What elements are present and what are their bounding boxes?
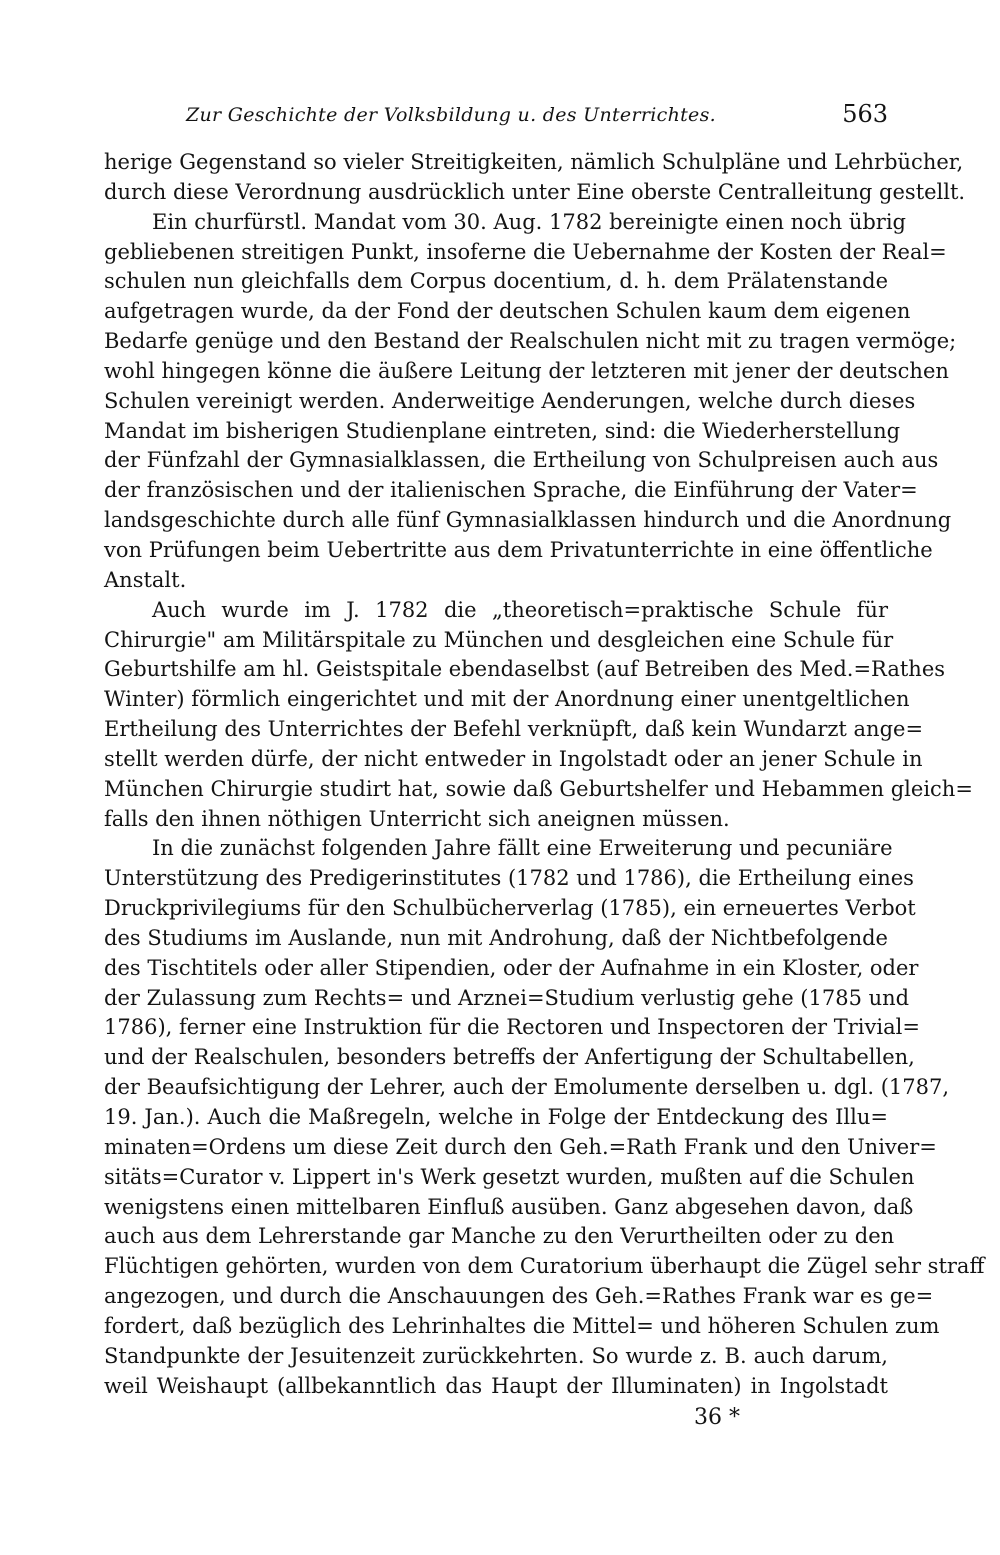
text-line: fordert, daß bezüglich des Lehrinhaltes die Mittel= und höheren Schulen zum	[104, 1313, 940, 1338]
text-line: Winter) förmlich eingerichtet und mit der Anordnung einer unentgeltlichen	[104, 687, 910, 712]
text-line: Geburtshilfe am hl. Geistspitale ebendaselbst (auf Betreiben des Med.=Rathes	[104, 657, 946, 682]
text-line: angezogen, und durch die Anschauungen des Geh.=Rathes Frank war es ge=	[104, 1284, 934, 1309]
text-line: Chirurgie" am Militärspitale zu München und desgleichen eine Schule für	[104, 627, 894, 652]
text-line: Mandat im bisherigen Studienplane eintreten, sind: die Wiederherstellung	[104, 418, 901, 443]
body-text	[104, 148, 985, 1401]
running-title: Zur Geschichte der Volksbildung u. des Unterrichtes.	[186, 104, 716, 126]
text-line: Schulen vereinigt werden. Anderweitige Aenderungen, welche durch dieses	[104, 388, 916, 413]
text-line: auch aus dem Lehrerstande gar Manche zu den Verurtheilten oder zu den	[104, 1224, 895, 1249]
text-line: und der Realschulen, besonders betreffs der Anfertigung der Schultabellen,	[104, 1045, 915, 1070]
text-line: der Zulassung zum Rechts= und Arznei=Studium verlustig gehe (1785 und	[104, 985, 910, 1010]
text-line: Unterstützung des Predigerinstitutes (1782 und 1786), die Ertheilung eines	[104, 866, 914, 891]
text-line: Ein churfürstl. Mandat vom 30. Aug. 1782 bereinigte einen noch übrig	[152, 209, 906, 234]
text-line: Anstalt.	[104, 567, 187, 592]
text-line: von Prüfungen beim Uebertritte aus dem Privatunterrichte in eine öffentliche	[104, 537, 933, 562]
book-page	[104, 100, 985, 1433]
text-line: weil Weishaupt (allbekanntlich das Haupt der Illuminaten) in Ingolstadt	[104, 1373, 888, 1398]
text-line: des Tischtitels oder aller Stipendien, oder der Aufnahme in ein Kloster, oder	[104, 955, 919, 980]
text-line: 1786), ferner eine Instruktion für die Rectoren und Inspectoren der Trivial=	[104, 1015, 920, 1040]
page-number: 563	[842, 100, 888, 128]
text-line: wohl hingegen könne die äußere Leitung der letzteren mit jener der deutschen	[104, 358, 949, 383]
text-line: In die zunächst folgenden Jahre fällt eine Erweiterung und pecuniäre	[152, 836, 893, 861]
text-line: Druckprivilegiums für den Schulbücherverlag (1785), ein erneuertes Verbot	[104, 896, 916, 921]
text-line: stellt werden dürfe, der nicht entweder in Ingolstadt oder an jener Schule in	[104, 746, 923, 771]
page-header	[104, 100, 888, 138]
text-line: Bedarfe genüge und den Bestand der Realschulen nicht mit zu tragen vermöge;	[104, 329, 957, 354]
signature-mark: 36 *	[694, 1405, 740, 1431]
text-line: landsgeschichte durch alle fünf Gymnasialklassen hindurch und die Anordnung	[104, 508, 952, 533]
text-line: falls den ihnen nöthigen Unterricht sich aneignen müssen.	[104, 806, 730, 831]
text-line: minaten=Ordens um diese Zeit durch den Geh.=Rath Frank und den Univer=	[104, 1134, 937, 1159]
text-line: der französischen und der italienischen Sprache, die Einführung der Vater=	[104, 478, 918, 503]
text-line: herige Gegenstand so vieler Streitigkeiten, nämlich Schulpläne und Lehrbücher,	[104, 150, 964, 174]
text-line: des Studiums im Auslande, nun mit Androhung, daß der Nichtbefolgende	[104, 925, 888, 950]
text-line: der Fünfzahl der Gymnasialklassen, die Ertheilung von Schulpreisen auch aus	[104, 448, 939, 473]
text-line: Auch wurde im J. 1782 die „theoretisch=praktische Schule für	[152, 597, 888, 622]
text-line: wenigstens einen mittelbaren Einfluß ausüben. Ganz abgesehen davon, daß	[104, 1194, 914, 1219]
text-line: Standpunkte der Jesuitenzeit zurückkehrten. So wurde z. B. auch darum,	[104, 1343, 888, 1368]
text-line: aufgetragen wurde, da der Fond der deutschen Schulen kaum dem eigenen	[104, 299, 911, 324]
text-line: schulen nun gleichfalls dem Corpus docentium, d. h. dem Prälatenstande	[104, 269, 888, 294]
text-line: Flüchtigen gehörten, wurden von dem Curatorium überhaupt die Zügel sehr straff	[104, 1254, 985, 1279]
text-line: München Chirurgie studirt hat, sowie daß Geburtshelfer und Hebammen gleich=	[104, 776, 973, 801]
text-line: gebliebenen streitigen Punkt, insoferne die Uebernahme der Kosten der Real=	[104, 239, 947, 264]
text-line: der Beaufsichtigung der Lehrer, auch der Emolumente derselben u. dgl. (1787,	[104, 1075, 950, 1100]
text-line: Ertheilung des Unterrichtes der Befehl verknüpft, daß kein Wundarzt ange=	[104, 717, 924, 742]
text-line: durch diese Verordnung ausdrücklich unter Eine oberste Centralleitung gestellt.	[104, 179, 966, 204]
text-line: 19. Jan.). Auch die Maßregeln, welche in Folge der Entdeckung des Illu=	[104, 1105, 888, 1129]
text-line: sitäts=Curator v. Lippert in's Werk gesetzt wurden, mußten auf die Schulen	[104, 1164, 915, 1189]
